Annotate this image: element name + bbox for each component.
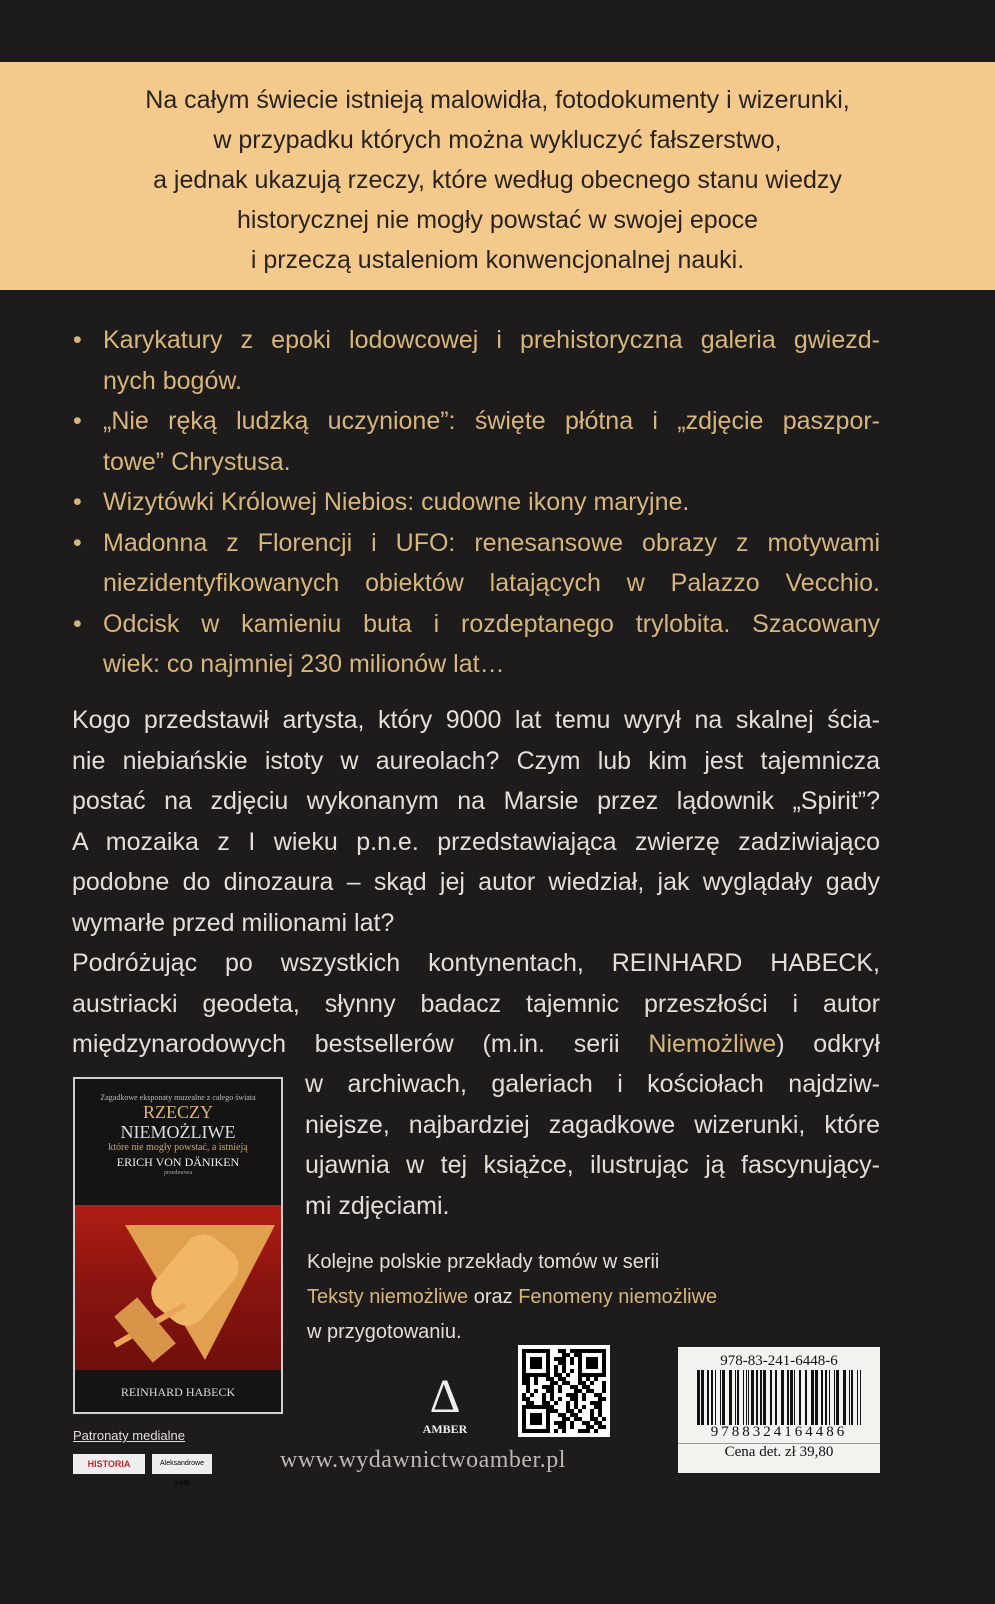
bullet-item bbox=[73, 401, 880, 482]
bullet-line: towe” Chrystusa. bbox=[103, 447, 291, 476]
cover-subtitle: Zagadkowe eksponaty muzealne z całego świata bbox=[100, 1093, 256, 1102]
bullet-line: nych bogów. bbox=[103, 366, 242, 395]
amber-logo bbox=[410, 1372, 480, 1437]
cover-tagline: które nie mogły powstać, a istnieją bbox=[108, 1142, 248, 1153]
intro-line: i przeczą ustaleniom konwencjonalnej nauki. bbox=[250, 246, 745, 274]
barcode-box bbox=[678, 1347, 880, 1473]
text-line: niejsze, najbardziej zagadkowe wizerunki, które bbox=[305, 1110, 880, 1139]
cover-preface-author: ERICH VON DÄNIKEN bbox=[116, 1155, 240, 1169]
media-patrons-label: Patronaty medialne bbox=[73, 1428, 186, 1443]
publisher-url[interactable]: www.wydawnictwoamber.pl bbox=[280, 1447, 566, 1473]
text-line: ujawnia w tej książce, ilustrując ją fascynujący- bbox=[305, 1151, 880, 1179]
text-line: mi zdjęciami. bbox=[305, 1191, 450, 1220]
text-line: A mozaika z I wieku p.n.e. przedstawiająca zwierzę zadziwiająco bbox=[72, 827, 880, 856]
intro-band bbox=[0, 62, 995, 290]
golden-artifact-image bbox=[75, 1205, 281, 1370]
bullet-item bbox=[73, 320, 880, 401]
text-line: Kolejne polskie przekłady tomów w serii bbox=[307, 1251, 660, 1273]
price: Cena det. zł 39,80 bbox=[678, 1443, 880, 1461]
intro-line: Na całym świecie istnieją malowidła, fotodokumenty i wizerunki, bbox=[145, 86, 850, 114]
intro-line: a jednak ukazują rzeczy, które według obecnego stanu wiedzy bbox=[153, 166, 842, 194]
bullet-line: Karykatury z epoki lodowcowej i prehistoryczna galeria gwiezd- bbox=[103, 326, 880, 354]
text-segment: międzynarodowych bestsellerów (m.in. serii bbox=[72, 1030, 649, 1058]
intro-line: w przypadku których można wykluczyć fałszerstwo, bbox=[213, 126, 782, 154]
bullet-icon: • bbox=[73, 326, 82, 354]
book-cover-thumbnail bbox=[73, 1077, 283, 1414]
text-line: w archiwach, galeriach i kościołach najdziw- bbox=[305, 1070, 880, 1098]
series-note bbox=[307, 1245, 717, 1350]
isbn: 978-83-241-6448-6 bbox=[720, 1353, 838, 1369]
cover-author: REINHARD HABECK bbox=[120, 1385, 236, 1399]
text-line: wymarłe przed milionami lat? bbox=[72, 908, 395, 937]
text-segment: ) odkrył bbox=[776, 1030, 880, 1058]
qr-code[interactable] bbox=[518, 1345, 610, 1437]
bullet-item bbox=[73, 604, 880, 685]
bullet-line: Odcisk w kamieniu buta i rozdeptanego trylobita. Szacowany bbox=[103, 609, 880, 638]
historia-logo: HISTORIA bbox=[73, 1454, 145, 1474]
aleksandrowe-mysli-logo: Aleksandrowe myśli bbox=[152, 1454, 212, 1474]
text-line bbox=[72, 1024, 880, 1065]
text-line: postać na zdjęciu wykonanym na Marsie przez lądownik „Spirit”? bbox=[72, 787, 880, 815]
bullet-line: niezidentyfikowanych obiektów latających w Palazzo Vecchio. bbox=[103, 569, 880, 597]
amber-symbol-icon: Δ bbox=[429, 1370, 461, 1423]
text-line: Podróżując po wszystkich kontynentach, REINHARD HABECK, bbox=[72, 949, 880, 977]
bullet-item bbox=[73, 482, 880, 523]
bullet-line: wiek: co najmniej 230 milionów lat… bbox=[103, 650, 505, 678]
text-segment: oraz bbox=[468, 1286, 519, 1308]
publisher-name: AMBER bbox=[422, 1422, 468, 1436]
text-line: Kogo przedstawił artysta, który 9000 lat temu wyrył na skalnej ścia- bbox=[72, 706, 880, 734]
cover-preface-label: przedmowa bbox=[164, 1170, 192, 1176]
text-line: austriacki geodeta, słynny badacz tajemnic przeszłości i autor bbox=[72, 989, 880, 1018]
series-name: Niemożliwe bbox=[648, 1030, 777, 1058]
barcode-digits: 9788324164486 bbox=[710, 1424, 848, 1440]
barcode bbox=[689, 1370, 869, 1425]
cover-title: NIEMOŻLIWE bbox=[120, 1122, 236, 1142]
bullet-list bbox=[73, 320, 880, 685]
bullet-icon: • bbox=[73, 407, 82, 435]
series-name: Teksty niemożliwe bbox=[307, 1286, 469, 1308]
bullet-icon: • bbox=[73, 528, 82, 557]
bullet-line: „Nie ręką ludzką uczynione”: święte płótna i „zdjęcie paszpor- bbox=[103, 407, 880, 435]
text-line: nie niebiańskie istoty w aureolach? Czym lub kim jest tajemnicza bbox=[72, 746, 880, 775]
description-paragraph-continued bbox=[305, 1064, 880, 1226]
bullet-item bbox=[73, 523, 880, 604]
text-line: podobne do dinozaura – skąd jej autor wiedział, jak wyglądały gady bbox=[72, 868, 880, 896]
text-line bbox=[307, 1280, 717, 1315]
bullet-icon: • bbox=[73, 488, 82, 516]
description-paragraph bbox=[72, 700, 880, 1065]
intro-line: historycznej nie mogły powstać w swojej epoce bbox=[236, 206, 759, 234]
bullet-line: Madonna z Florencji i UFO: renesansowe obrazy z motywami bbox=[103, 528, 880, 557]
text-line: w przygotowaniu. bbox=[307, 1321, 462, 1343]
series-name: Fenomeny niemożliwe bbox=[518, 1286, 718, 1308]
bullet-line: Wizytówki Królowej Niebios: cudowne ikony maryjne. bbox=[103, 488, 690, 516]
cover-title: RZECZY bbox=[143, 1102, 213, 1122]
bullet-icon: • bbox=[73, 609, 82, 638]
